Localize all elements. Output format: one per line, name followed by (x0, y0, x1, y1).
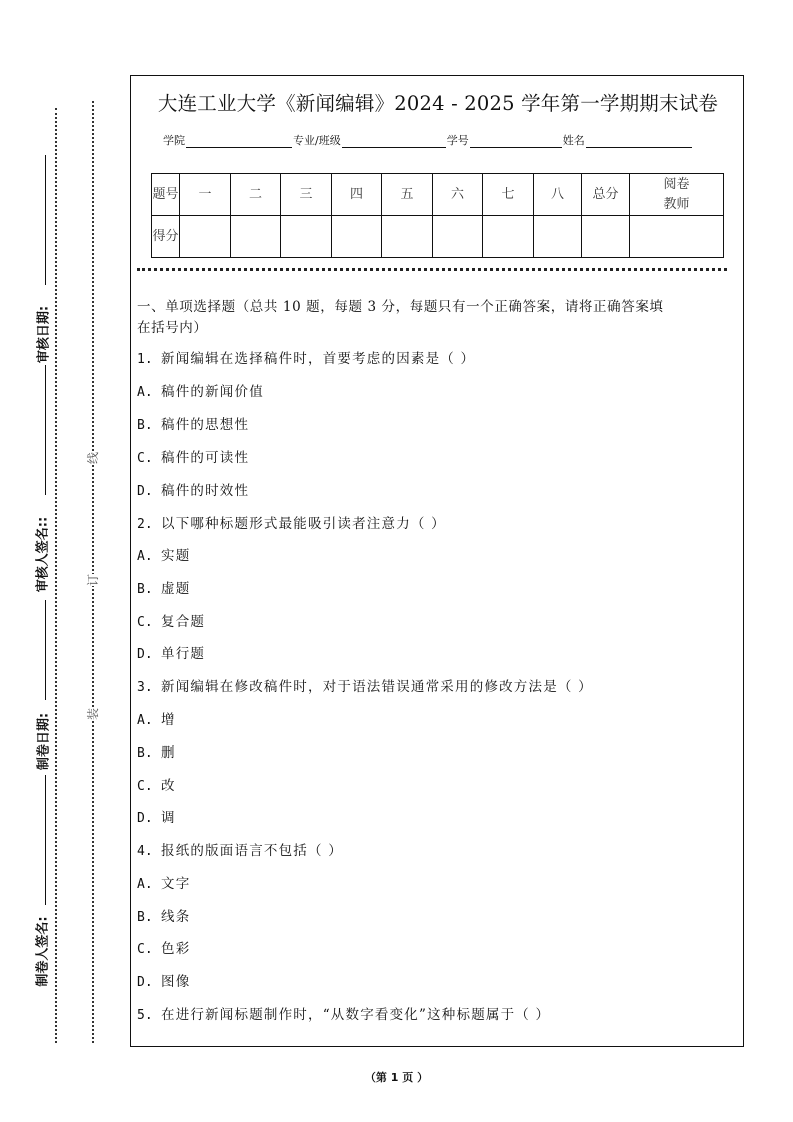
question-2: 2. 以下哪种标题形式最能吸引读者注意力（ ） (137, 516, 446, 532)
column-header: 一 (180, 174, 231, 216)
option-2d[interactable]: D. 单行题 (137, 646, 206, 662)
student-info-row (163, 132, 693, 148)
question-text: 新闻编辑在选择稿件时，首要考虑的因素是（ ） (161, 351, 476, 367)
question-1: 1. 新闻编辑在选择稿件时，首要考虑的因素是（ ） (137, 351, 476, 367)
option-3a[interactable]: A. 增 (137, 712, 176, 728)
question-text: 以下哪种标题形式最能吸引读者注意力（ ） (161, 516, 446, 532)
question-4: 4. 报纸的版面语言不包括（ ） (137, 843, 343, 859)
section-separator (137, 268, 727, 271)
option-3c[interactable]: C. 改 (137, 778, 176, 794)
signature-line (45, 600, 46, 700)
option-2a[interactable]: A. 实题 (137, 548, 191, 564)
option-3b[interactable]: B. 删 (137, 745, 176, 761)
question-3: 3. 新闻编辑在修改稿件时，对于语法错误通常采用的修改方法是（ ） (137, 679, 593, 695)
question-text: 在进行新闻标题制作时，“从数字看变化”这种标题属于（ ） (161, 1007, 551, 1023)
reviewer-signature-label: 审核人签名:: (35, 516, 51, 593)
column-header: 八 (534, 174, 582, 216)
college-label: 学院 (163, 134, 185, 147)
option-1b[interactable]: B. 稿件的思想性 (137, 417, 250, 433)
compile-date-label: 制卷日期: (36, 712, 52, 771)
compiler-signature-label: 制卷人签名: (35, 916, 51, 987)
column-header: 四 (332, 174, 382, 216)
option-2c[interactable]: C. 复合题 (137, 614, 206, 630)
score-table-header-row (152, 174, 724, 216)
name-label: 姓名 (562, 134, 585, 147)
option-4b[interactable]: B. 线条 (137, 909, 191, 925)
binding-char-bind: 装 (86, 707, 101, 721)
score-cell-total[interactable] (582, 216, 630, 258)
question-text: 新闻编辑在修改稿件时，对于语法错误通常采用的修改方法是（ ） (161, 679, 593, 695)
score-cell[interactable] (231, 216, 281, 258)
question-text: 报纸的版面语言不包括（ ） (161, 843, 343, 859)
option-1a[interactable]: A. 稿件的新闻价值 (137, 384, 264, 400)
college-field[interactable] (186, 135, 292, 148)
binding-char-line: 线 (86, 451, 101, 465)
column-header: 三 (281, 174, 332, 216)
row-header-question-no: 题号 (152, 174, 180, 216)
score-table-score-row (152, 216, 724, 258)
column-header: 二 (231, 174, 281, 216)
score-cell[interactable] (281, 216, 332, 258)
column-header: 六 (433, 174, 483, 216)
option-4a[interactable]: A. 文字 (137, 876, 191, 892)
signature-line (45, 155, 46, 285)
row-header-score: 得分 (152, 216, 180, 258)
binding-char-staple: 订 (86, 573, 101, 587)
column-header: 五 (382, 174, 433, 216)
option-1c[interactable]: C. 稿件的可读性 (137, 450, 250, 466)
score-cell[interactable] (382, 216, 433, 258)
major-class-field[interactable] (342, 135, 446, 148)
column-header: 七 (483, 174, 534, 216)
score-cell[interactable] (332, 216, 382, 258)
column-header-total: 总分 (582, 174, 630, 216)
cut-dotted-line (92, 101, 94, 1043)
review-date-label: 审核日期: (36, 305, 52, 364)
score-cell[interactable] (534, 216, 582, 258)
exam-title: 大连工业大学《新闻编辑》2024 - 2025 学年第一学期期末试卷 (157, 92, 719, 115)
column-header-grader: 阅卷教师 (630, 174, 724, 216)
student-id-label: 学号 (446, 134, 469, 147)
score-cell[interactable] (483, 216, 534, 258)
score-cell[interactable] (433, 216, 483, 258)
option-1d[interactable]: D. 稿件的时效性 (137, 483, 250, 499)
score-table (151, 173, 724, 258)
question-5: 5. 在进行新闻标题制作时，“从数字看变化”这种标题属于（ ） (137, 1007, 551, 1023)
option-4c[interactable]: C. 色彩 (137, 941, 191, 957)
option-3d[interactable]: D. 调 (137, 810, 176, 826)
option-4d[interactable]: D. 图像 (137, 974, 191, 990)
signature-line (45, 775, 46, 905)
section-heading: 一、单项选择题（总共 10 题，每题 3 分，每题只有一个正确答案，请将正确答案填 (137, 299, 664, 315)
option-2b[interactable]: B. 虚题 (137, 581, 191, 597)
signature-line (45, 365, 46, 495)
score-cell[interactable] (180, 216, 231, 258)
page-number: （第 1 页 ） (364, 1071, 429, 1084)
major-class-label: 专业/班级 (293, 134, 341, 147)
name-field[interactable] (586, 135, 692, 148)
inner-dotted-line (55, 108, 57, 1043)
score-cell-grader[interactable] (630, 216, 724, 258)
student-id-field[interactable] (470, 135, 562, 148)
exam-page-frame (130, 75, 744, 1047)
section-heading-cont: 在括号内） (137, 320, 208, 336)
